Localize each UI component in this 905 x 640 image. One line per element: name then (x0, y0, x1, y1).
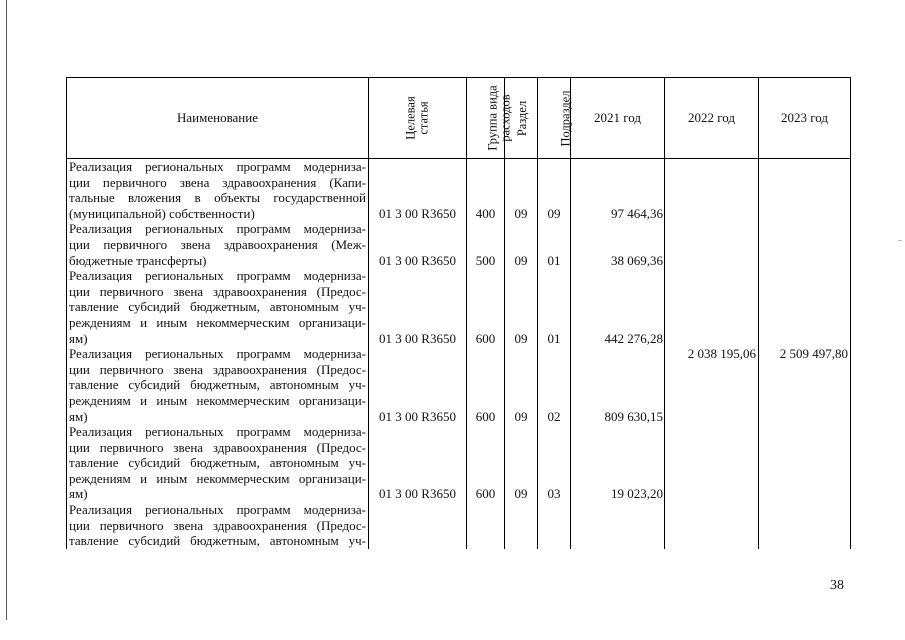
margin-mark (898, 240, 902, 241)
page-number: 38 (830, 578, 844, 593)
row-2021: 38 069,36 (571, 221, 665, 268)
row-subsection (538, 502, 571, 549)
budget-table (66, 77, 851, 549)
row-subsection: 01 (538, 268, 571, 346)
row-target-item: 01 3 00 R3650 (369, 159, 467, 222)
header-subsection: Подраздел (538, 78, 571, 159)
row-name: Реализация региональных программ модерниза- ции первичного звена здравоохранения (Предос- тавление субсидий бюджетным, автономным уч- реждениям и иным некоммерческим организаци- ям) (67, 424, 369, 502)
row-section: 09 (505, 424, 538, 502)
row-group: 400 (467, 159, 505, 222)
row-subsection: 02 (538, 346, 571, 424)
row-name: Реализация региональных программ модерниза- ции первичного звена здравоохранения (Меж- бюджетные трансферты) (67, 221, 369, 268)
row-target-item: 01 3 00 R3650 (369, 346, 467, 424)
header-2022: 2022 год (665, 78, 759, 159)
row-subsection: 09 (538, 159, 571, 222)
row-group: 600 (467, 268, 505, 346)
header-section: Раздел (505, 78, 538, 159)
row-2021: 97 464,36 (571, 159, 665, 222)
row-target-item: 01 3 00 R3650 (369, 221, 467, 268)
header-name: Наименование (67, 78, 369, 159)
row-2021: 19 023,20 (571, 424, 665, 502)
row-2021: 442 276,28 (571, 268, 665, 346)
merged-2023: 2 509 497,80 (759, 159, 851, 549)
row-section: 09 (505, 346, 538, 424)
row-section: 09 (505, 159, 538, 222)
table-row (67, 159, 851, 222)
row-name: Реализация региональных программ модерниза- ции первичного звена здравоохранения (Капи- тальные вложения в объекты государственной (муниципальной) собственности) (67, 159, 369, 222)
row-section: 09 (505, 268, 538, 346)
row-2021: 809 630,15 (571, 346, 665, 424)
row-section: 09 (505, 221, 538, 268)
row-group: 500 (467, 221, 505, 268)
table-header-row (67, 78, 851, 159)
page-edge-line (6, 0, 7, 620)
row-name: Реализация региональных программ модерниза- ции первичного звена здравоохранения (Предос- тавление субсидий бюджетным, автономным уч- реждениям и иным некоммерческим организаци- ям) (67, 268, 369, 346)
row-section (505, 502, 538, 549)
row-target-item: 01 3 00 R3650 (369, 268, 467, 346)
header-2021: 2021 год (571, 78, 665, 159)
row-target-item (369, 502, 467, 549)
row-subsection: 01 (538, 221, 571, 268)
row-group: 600 (467, 424, 505, 502)
row-subsection: 03 (538, 424, 571, 502)
row-group (467, 502, 505, 549)
header-2023: 2023 год (759, 78, 851, 159)
merged-2022: 2 038 195,06 (665, 159, 759, 549)
row-target-item: 01 3 00 R3650 (369, 424, 467, 502)
header-expense-group: Группа вида расходов (467, 78, 505, 159)
header-target-item: Целевая статья (369, 78, 467, 159)
row-group: 600 (467, 346, 505, 424)
row-name: Реализация региональных программ модерниза- ции первичного звена здравоохранения (Предос- тавление субсидий бюджетным, автономным уч- реждениям и иным некоммерческим организаци- ям) (67, 346, 369, 424)
row-2021 (571, 502, 665, 549)
row-name: Реализация региональных программ модерниза- ции первичного звена здравоохранения (Предос- тавление субсидий бюджетным, автономным уч- (67, 502, 369, 549)
